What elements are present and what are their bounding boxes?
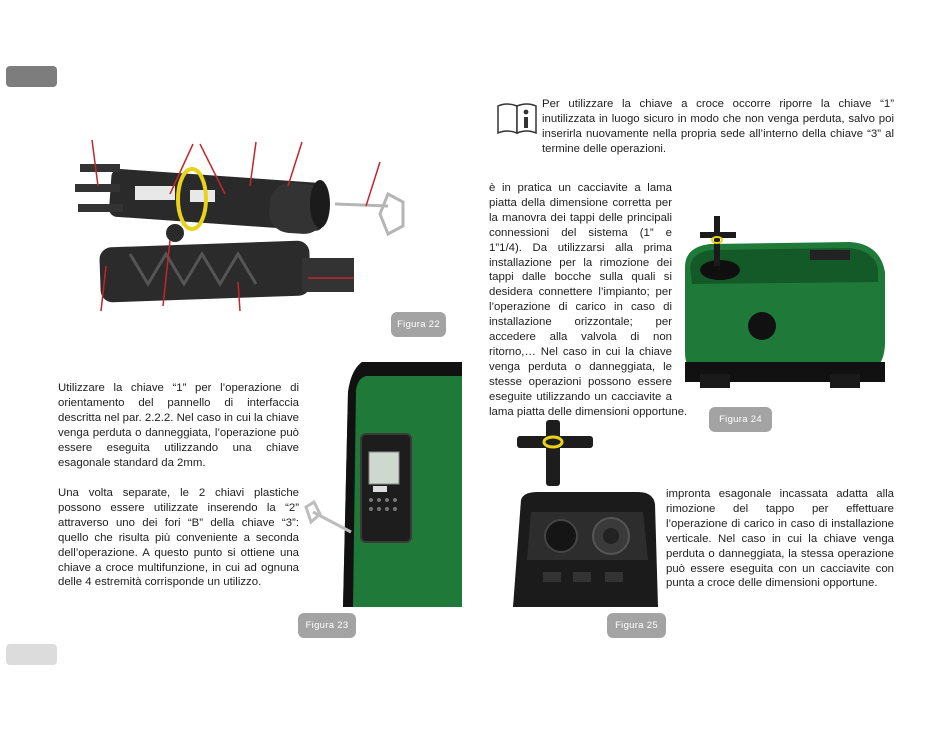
note-text: Per utilizzare la chiave a croce occorre riporre la chiave “1” inutilizzata in luogo sicuro in modo che non venga perduta, salvo poi inserirla nuovamente nella propria sede all’interno della chiave “3” al termine delle operazioni. bbox=[542, 98, 894, 155]
figure-24-caption: Figura 24 bbox=[709, 407, 772, 432]
left-paragraph-1: Utilizzare la chiave “1” per l’operazione di orientamento del pannello di interfaccia descritta nel par. 2.2.2. Nel caso in cui la chiave venga perduta o danneggiata, l’operazione può essere eseguita utilizzando una chiave esagonale standard da 2mm. bbox=[58, 382, 299, 469]
figure-23-pump-display bbox=[303, 362, 462, 607]
page-tab-bottom bbox=[6, 644, 57, 665]
page-tab-top bbox=[6, 66, 57, 87]
book-info-icon bbox=[496, 101, 538, 135]
right-paragraph-top: è in pratica un cacciavite a lama piatta della dimensione corretta per la manovra dei tappi delle principali connessioni del sistema (1” e 1”1/4). Da utilizzarsi alla prima installazione per la rimozione dei tappi dalle bocche sulla quali si desidera connettere l’impianto; per l’operazione di carico in caso di installazione orizzontale; per accedere alla valvola di non ritorno,… Nel caso in cui la chiave venga perduta o danneggiata, le stesse operazioni possono essere eseguite utilizzando un cacciavite a lama piatta delle dimensioni opportune. bbox=[489, 182, 688, 418]
figure-25-caption: Figura 25 bbox=[607, 613, 666, 638]
figure-24-pump-top bbox=[680, 212, 890, 390]
right-paragraph-bottom: impronta esagonale incassata adatta alla rimozione del tappo per effettuare l’operazione di carico in caso di installazione verticale. Nel caso in cui la chiave venga perduta o danneggiata, la stessa operazione può essere eseguita con un cacciavite con punta a croce delle dimensioni opportune. bbox=[666, 488, 894, 590]
figure-25-tkey bbox=[513, 418, 598, 488]
figure-25-pump-open bbox=[513, 490, 658, 607]
figure-22-caption: Figura 22 bbox=[391, 312, 446, 337]
figure-22-keys-illustration bbox=[70, 136, 410, 316]
left-paragraph-2: Una volta separate, le 2 chiavi plastiche possono essere utilizzate inserendo la “2” attraverso uno dei fori “B” della chiave “3”: quello che risulta più conveniente a seconda dell’operazione. A questo punto si ottiene una chiave a croce multifunzione, in cui ad ognuna delle 4 estremità corrisponde un utilizzo. bbox=[58, 487, 299, 589]
figure-23-caption: Figura 23 bbox=[298, 613, 356, 638]
